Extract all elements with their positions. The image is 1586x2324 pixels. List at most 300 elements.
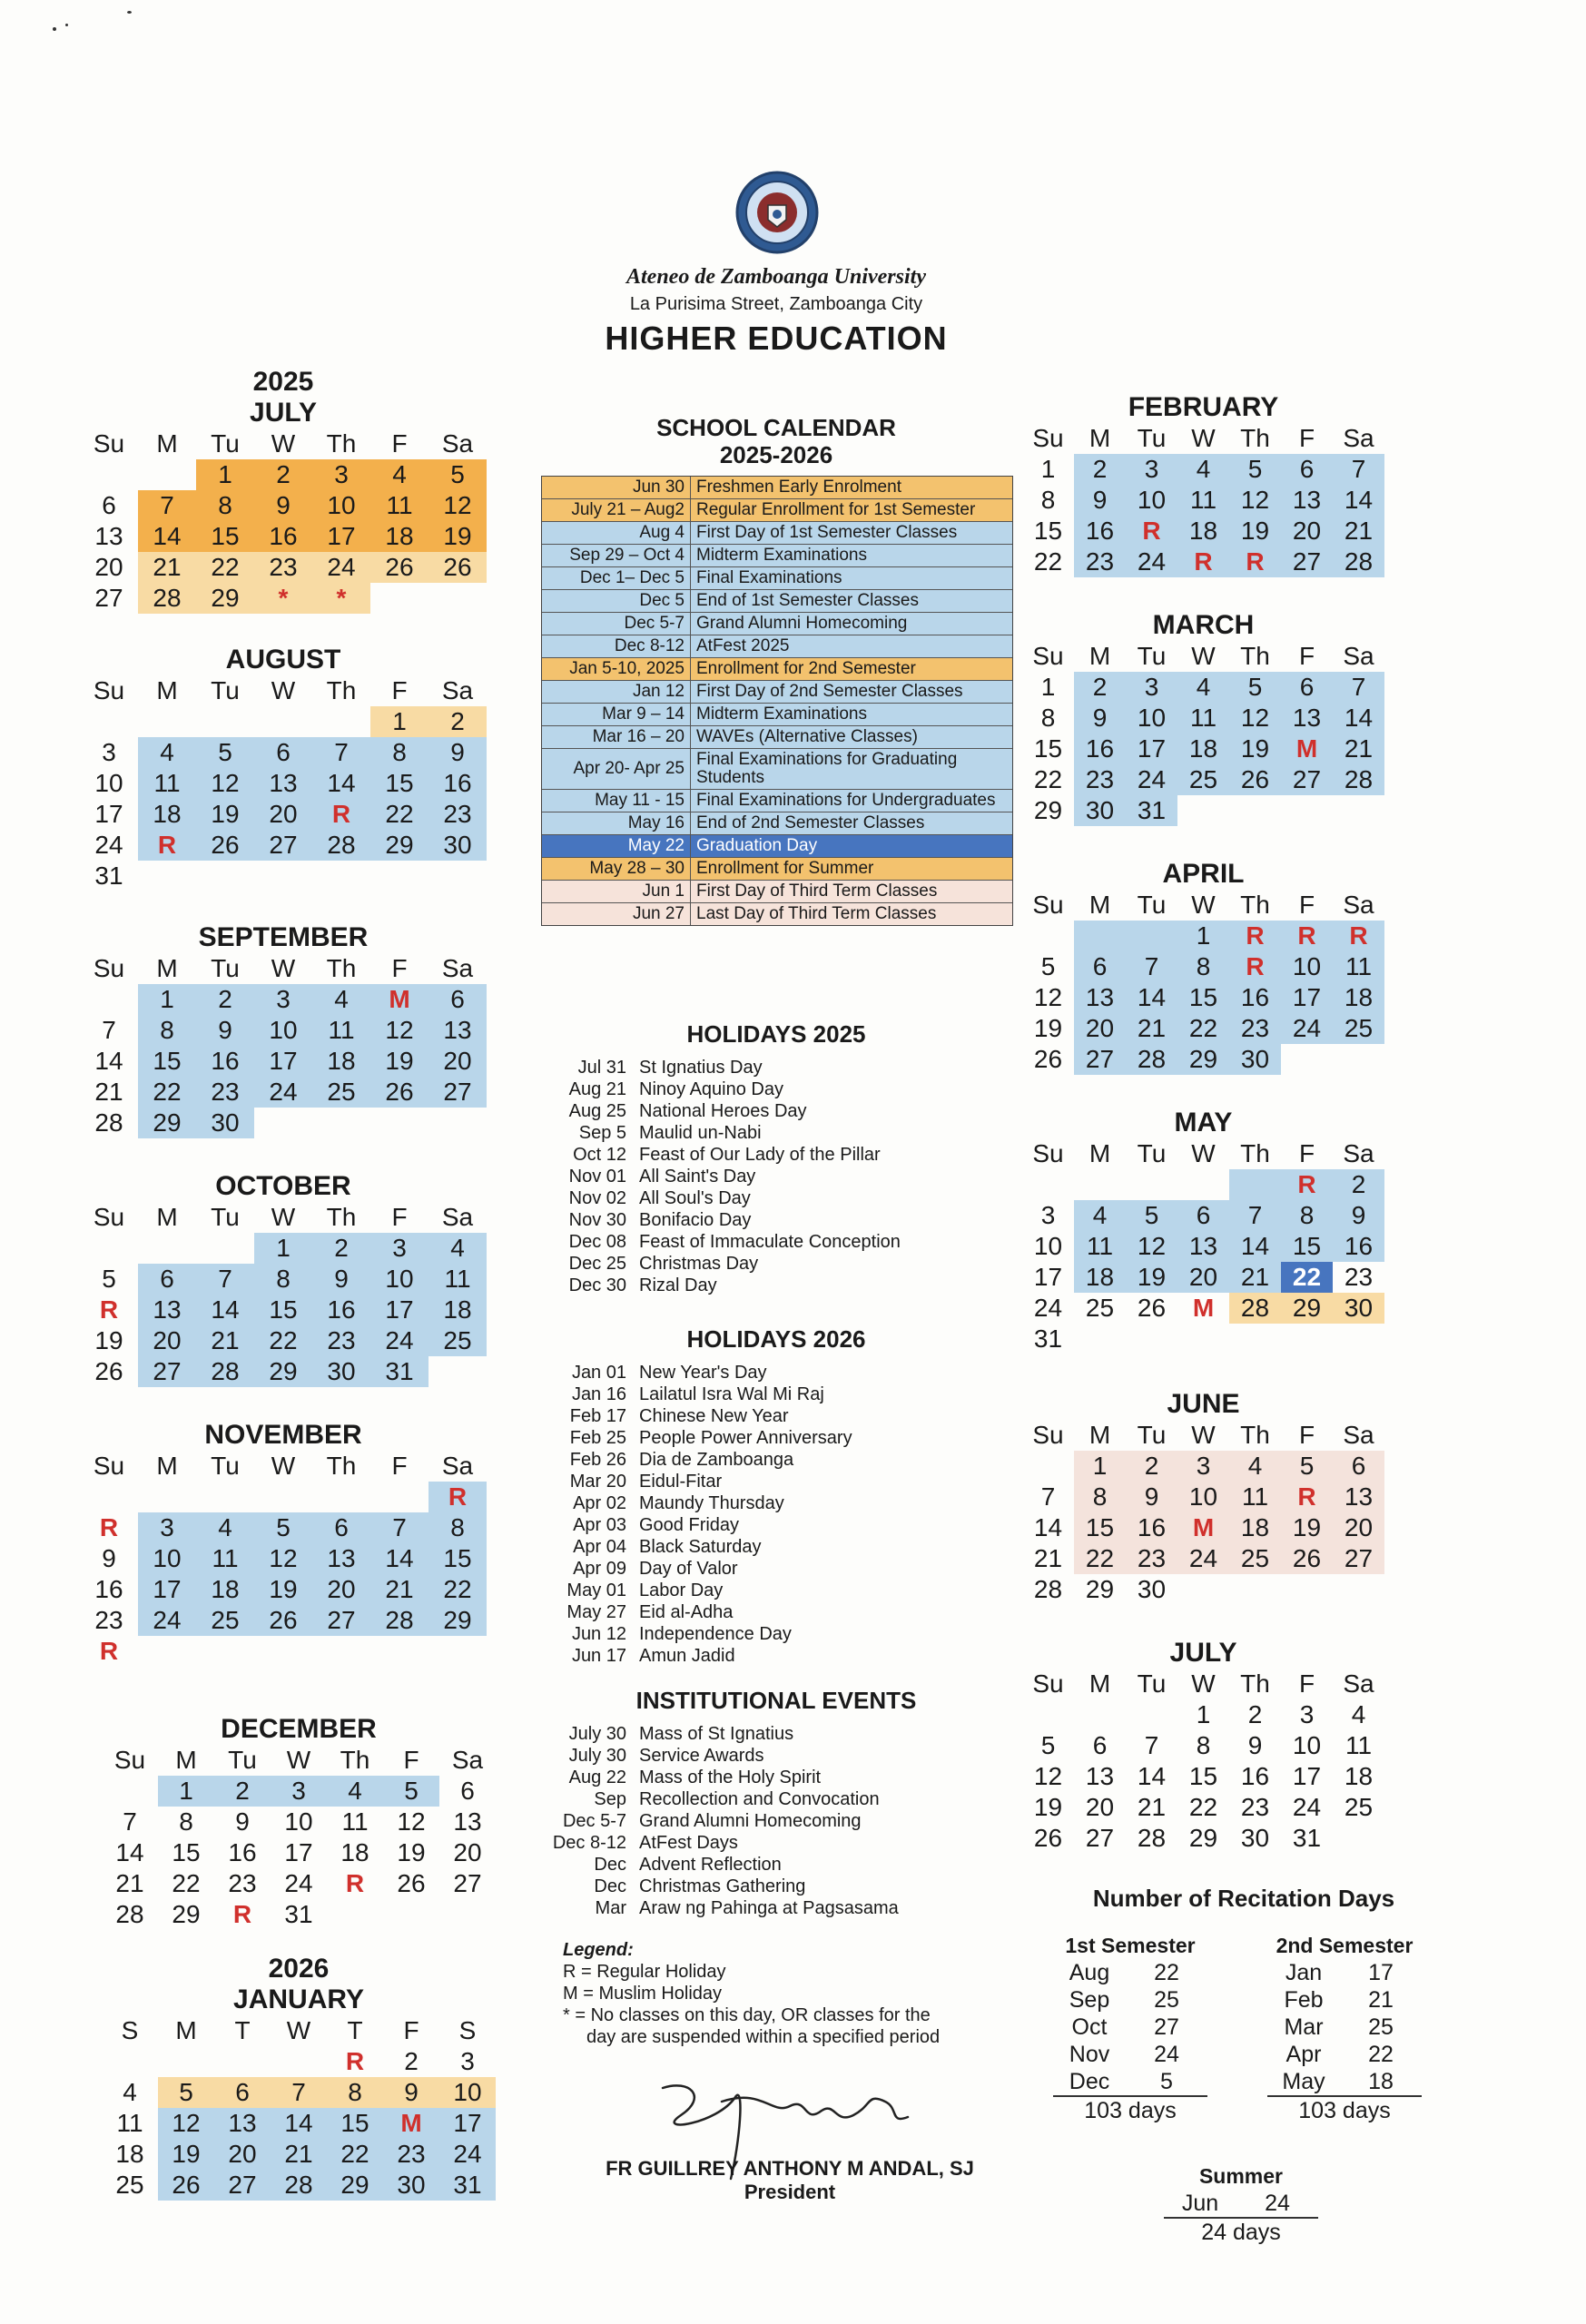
calendar-day: 23	[94, 1606, 123, 1634]
list-item	[554, 1253, 901, 1275]
recitation-count: 5	[1160, 2069, 1173, 2094]
calendar-day: 27	[429, 1077, 487, 1108]
list-item	[545, 1876, 899, 1897]
calendar-day: 26	[1033, 1045, 1063, 1073]
calendar-day: 9	[383, 2077, 439, 2108]
calendar-day: 5	[1229, 672, 1281, 703]
weekday-header: Su	[1032, 642, 1064, 670]
calendar-day: 11	[312, 1015, 370, 1046]
calendar-day: 24	[1177, 1543, 1229, 1574]
calendar-day: 29	[254, 1356, 312, 1387]
school-calendar-date: Dec 5	[542, 590, 691, 612]
calendar-day: 30	[1240, 1824, 1270, 1852]
list-item-name: Black Saturday	[639, 1537, 762, 1557]
list-item	[554, 1078, 901, 1100]
list-item	[554, 1471, 852, 1492]
calendar-day: 18	[340, 1838, 369, 1866]
calendar-day: 24	[284, 1869, 313, 1897]
scan-speck	[65, 24, 68, 26]
list-item	[554, 1601, 852, 1623]
calendar-day: 23	[1074, 764, 1126, 795]
calendar-day: 15	[327, 2108, 383, 2139]
calendar-day: 12	[397, 1807, 426, 1836]
calendar-day: 1	[1177, 921, 1229, 951]
calendar-day: 19	[397, 1838, 426, 1866]
list-item-name: Chinese New Year	[639, 1406, 789, 1426]
school-calendar-event: Midterm Examinations	[696, 704, 867, 724]
calendar-day: 7	[196, 1264, 254, 1295]
calendar-day: R	[1333, 921, 1384, 951]
calendar-day: 13	[1333, 1482, 1384, 1512]
list-item-date: Jul 31	[577, 1058, 626, 1078]
school-calendar-event: Midterm Examinations	[696, 546, 867, 565]
calendar-day: M	[383, 2108, 439, 2139]
school-calendar-date: May 28 – 30	[542, 858, 691, 880]
calendar-day: 7	[1126, 951, 1177, 982]
calendar-day: 29	[1033, 796, 1063, 824]
calendar-day: 6	[460, 1777, 475, 1805]
calendar-day: 4	[196, 1512, 254, 1543]
weekday-header: M	[1089, 1421, 1111, 1449]
calendar-day: 23	[1344, 1263, 1374, 1291]
calendar-day: R	[138, 830, 196, 861]
calendar-day: 1	[1040, 455, 1056, 483]
calendar-day: 14	[1126, 982, 1177, 1013]
calendar-day: 7	[1333, 454, 1384, 485]
calendar-day: 20	[1333, 1512, 1384, 1543]
calendar-day: 15	[138, 1046, 196, 1077]
school-calendar-date: Aug 4	[542, 522, 691, 544]
calendar-day: 16	[196, 1046, 254, 1077]
calendar-day: 4	[1177, 672, 1229, 703]
calendar-day: 24	[138, 1605, 196, 1636]
calendar-day: 3	[1126, 454, 1177, 485]
calendar-day: 20	[1281, 516, 1333, 547]
calendar-day: 20	[1177, 1262, 1229, 1293]
weekday-header: M	[156, 954, 178, 982]
weekday-header: Su	[1032, 891, 1064, 919]
calendar-day: 9	[1074, 703, 1126, 734]
list-item-name: AtFest Days	[639, 1833, 738, 1853]
calendar-day: R	[1229, 547, 1281, 577]
recitation-count: 17	[1368, 1960, 1394, 1985]
calendar-day: 28	[1126, 1044, 1177, 1075]
month-name: JULY	[1169, 1638, 1237, 1668]
weekday-header: Sa	[451, 1746, 484, 1774]
calendar-day: 19	[1126, 1262, 1177, 1293]
calendar-day: 25	[1085, 1294, 1115, 1322]
calendar-day: 2	[196, 984, 254, 1015]
calendar-day: 5	[1126, 1200, 1177, 1231]
calendar-day: 25	[429, 1325, 487, 1356]
list-item-date: Feb 17	[569, 1406, 626, 1426]
list-item-name: Christmas Day	[639, 1254, 759, 1274]
weekday-header: Sa	[1343, 891, 1374, 919]
calendar-day: 28	[370, 1605, 429, 1636]
calendar-day: 3	[1177, 1451, 1229, 1482]
calendar-day: 31	[1033, 1324, 1063, 1353]
list-item-name: Amun Jadid	[639, 1646, 735, 1666]
list-item	[554, 1492, 852, 1514]
calendar-day: 12	[254, 1543, 312, 1574]
weekday-header: Su	[93, 676, 125, 704]
school-calendar-date: May 22	[542, 835, 691, 857]
calendar-day: 4	[370, 459, 429, 490]
calendar-day: 6	[254, 737, 312, 768]
calendar-day: 29	[1281, 1293, 1333, 1324]
calendar-day: 26	[1281, 1543, 1333, 1574]
calendar-day: 17	[1292, 1762, 1322, 1790]
list-item-date: Sep	[594, 1789, 626, 1809]
calendar-day: 25	[115, 2171, 144, 2199]
calendar-day: 16	[1074, 516, 1126, 547]
calendar-day: R	[1229, 921, 1281, 951]
calendar-day: 10	[254, 1015, 312, 1046]
school-calendar-row	[542, 521, 1012, 544]
school-calendar-event: Freshmen Early Enrolment	[696, 478, 901, 497]
calendar-day: 18	[1344, 1762, 1374, 1790]
school-calendar-row	[542, 589, 1012, 612]
calendar-day: R	[232, 1900, 252, 1928]
calendar-day: 19	[1033, 1014, 1063, 1042]
list-item	[545, 1897, 899, 1919]
holidays-2025-list	[554, 1057, 901, 1296]
calendar-day: 6	[1074, 951, 1126, 982]
weekday-header: Th	[326, 1203, 357, 1231]
list-item-name: Grand Alumni Homecoming	[639, 1811, 862, 1831]
weekday-header: F	[391, 954, 408, 982]
calendar-day: 21	[94, 1078, 123, 1106]
recitation-count: 22	[1154, 1960, 1179, 1985]
calendar-day: 10	[284, 1807, 313, 1836]
calendar-day: 16	[312, 1295, 370, 1325]
calendar-day: 20	[429, 1046, 487, 1077]
calendar-day: 9	[312, 1264, 370, 1295]
calendar-day: 18	[429, 1295, 487, 1325]
calendar-day: 19	[370, 1046, 429, 1077]
weekday-header: Tu	[211, 1203, 240, 1231]
calendar-day: 24	[1033, 1294, 1063, 1322]
calendar-day: 14	[312, 768, 370, 799]
list-item	[554, 1209, 901, 1231]
calendar-day: 5	[429, 459, 487, 490]
weekday-header: M	[1089, 1139, 1111, 1167]
calendar-day: 20	[138, 1325, 196, 1356]
weekday-header: Tu	[1137, 891, 1167, 919]
calendar-day: 4	[429, 1233, 487, 1264]
school-calendar-date: Dec 5-7	[542, 613, 691, 635]
calendar-day: 16	[429, 768, 487, 799]
recitation-count: 18	[1368, 2069, 1394, 2094]
calendar-day: *	[312, 583, 370, 614]
recitation-month: Oct	[1071, 2014, 1108, 2040]
calendar-day: 27	[94, 584, 123, 612]
school-calendar-date: Apr 20- Apr 25	[542, 749, 691, 789]
calendar-day: 15	[1188, 1762, 1218, 1790]
school-calendar-date: Sep 29 – Oct 4	[542, 545, 691, 566]
calendar-day: R	[99, 1513, 119, 1541]
calendar-day: 21	[370, 1574, 429, 1605]
calendar-day: 18	[1229, 1512, 1281, 1543]
weekday-header: M	[1089, 424, 1111, 452]
calendar-day: 14	[1033, 1513, 1063, 1541]
calendar-day: 27	[1085, 1824, 1115, 1852]
calendar-day: 11	[429, 1264, 487, 1295]
calendar-day: 22	[138, 1077, 196, 1108]
calendar-day: 25	[1177, 764, 1229, 795]
list-item-date: Feb 25	[569, 1428, 626, 1448]
recitation-row	[1053, 2014, 1207, 2041]
calendar-day: 11	[138, 768, 196, 799]
calendar-day: 18	[312, 1046, 370, 1077]
calendar-day: 28	[1137, 1824, 1167, 1852]
calendar-day: 27	[214, 2170, 271, 2201]
weekday-header: F	[391, 676, 408, 704]
calendar-day: 4	[123, 2078, 137, 2106]
calendar-day: 2	[1074, 454, 1126, 485]
calendar-day: 23	[228, 1869, 257, 1897]
calendar-day: 6	[102, 491, 116, 519]
weekday-header: M	[175, 1746, 197, 1774]
list-item-name: Feast of Immaculate Conception	[639, 1232, 901, 1252]
calendar-day: 17	[138, 1574, 196, 1605]
calendar-day: 16	[1240, 1762, 1270, 1790]
calendar-day: R	[99, 1295, 119, 1324]
calendar-day: 30	[1074, 795, 1126, 826]
calendar-day: 3	[138, 1512, 196, 1543]
calendar-day: 17	[1126, 734, 1177, 764]
weekday-header: Th	[1240, 642, 1270, 670]
calendar-day: 17	[439, 2108, 496, 2139]
school-calendar-event: Regular Enrollment for 1st Semester	[696, 500, 976, 519]
weekday-header: M	[1089, 1669, 1111, 1698]
list-item	[554, 1427, 852, 1449]
list-item	[554, 1057, 901, 1078]
calendar-day: 29	[1177, 1044, 1229, 1075]
calendar-day: 26	[158, 2170, 214, 2201]
weekday-header: Th	[1240, 1139, 1270, 1167]
calendar-day: 13	[1177, 1231, 1229, 1262]
calendar-day: R	[429, 1482, 487, 1512]
calendar-day: 17	[284, 1838, 313, 1866]
list-item-date: Dec 08	[568, 1232, 626, 1252]
weekday-header: Sa	[1343, 642, 1374, 670]
school-calendar-event: Final Examinations	[696, 568, 842, 587]
calendar-day: 31	[1126, 795, 1177, 826]
signatory-title: President	[744, 2181, 836, 2203]
school-calendar-date: Dec 8-12	[542, 635, 691, 657]
list-item-name: Maulid un-Nabi	[639, 1123, 762, 1143]
school-calendar-row	[542, 612, 1012, 635]
calendar-day: 28	[94, 1108, 123, 1137]
signatory-name: FR GUILLREY ANTHONY M ANDAL, SJ	[606, 2157, 974, 2180]
school-calendar-date: Jan 12	[542, 681, 691, 703]
school-calendar-date: May 16	[542, 812, 691, 834]
calendar-day: 13	[254, 768, 312, 799]
calendar-day: 18	[196, 1574, 254, 1605]
calendar-day: 17	[312, 521, 370, 552]
list-item-date: Apr 03	[573, 1515, 626, 1535]
list-item-name: Lailatul Isra Wal Mi Raj	[639, 1384, 824, 1404]
list-item	[554, 1231, 901, 1253]
calendar-day: 7	[123, 1807, 137, 1836]
school-calendar-row	[542, 880, 1012, 902]
school-calendar-date: Jan 5-10, 2025	[542, 658, 691, 680]
calendar-day: 23	[312, 1325, 370, 1356]
university-address: La Purisima Street, Zamboanga City	[629, 294, 923, 314]
university-seal-icon	[734, 169, 821, 256]
month-name: MAY	[1174, 1108, 1233, 1137]
list-item	[554, 1536, 852, 1558]
calendar-day: 31	[94, 862, 123, 890]
school-calendar-event: Final Examinations for Undergraduates	[696, 791, 996, 810]
list-item-date: Apr 02	[573, 1493, 626, 1513]
calendar-day: 15	[254, 1295, 312, 1325]
calendar-day: 2	[1126, 1451, 1177, 1482]
calendar-day: 31	[284, 1900, 313, 1928]
weekday-header: W	[271, 1203, 296, 1231]
school-calendar-date: May 11 - 15	[542, 790, 691, 812]
calendar-day: 25	[1344, 1793, 1374, 1821]
school-calendar-event: End of 1st Semester Classes	[696, 591, 919, 610]
calendar-day: 27	[1333, 1543, 1384, 1574]
calendar-day: 29	[1085, 1575, 1115, 1603]
school-calendar-event: AtFest 2025	[696, 636, 790, 655]
calendar-day: 12	[1033, 983, 1063, 1011]
calendar-day: 8	[179, 1807, 193, 1836]
legend-line: day are suspended within a specified period	[586, 2027, 941, 2047]
calendar-day: 13	[1085, 1762, 1115, 1790]
calendar-day: R	[345, 1869, 365, 1897]
list-item	[545, 1767, 899, 1788]
weekday-header: Su	[1032, 1139, 1064, 1167]
list-item	[554, 1405, 852, 1427]
weekday-header: M	[156, 1452, 178, 1480]
calendar-day: 7	[1333, 672, 1384, 703]
calendar-day: M	[1281, 734, 1333, 764]
list-item-name: Feast of Our Lady of the Pillar	[639, 1145, 881, 1165]
school-calendar-heading: SCHOOL CALENDAR	[656, 414, 896, 441]
calendar-day: 22	[327, 2139, 383, 2170]
calendar-day: M	[370, 984, 429, 1015]
calendar-day: 13	[138, 1295, 196, 1325]
calendar-day: 21	[115, 1869, 144, 1897]
calendar-day: 27	[312, 1605, 370, 1636]
weekday-header: Th	[1240, 424, 1270, 452]
weekday-header: M	[1089, 891, 1111, 919]
calendar-day: 27	[1074, 1044, 1126, 1075]
weekday-header: W	[271, 1452, 296, 1480]
month-name: APRIL	[1162, 859, 1245, 889]
list-item	[554, 1514, 852, 1536]
weekday-header: F	[1298, 1669, 1315, 1698]
recitation-row	[1053, 2068, 1207, 2095]
recitation-month: Dec	[1069, 2069, 1110, 2094]
school-calendar-row	[542, 680, 1012, 703]
calendar-day: 15	[1074, 1512, 1126, 1543]
calendar-day: 28	[138, 583, 196, 614]
calendar-day: 5	[102, 1265, 116, 1293]
calendar-day: 9	[102, 1544, 116, 1572]
calendar-day: 4	[1074, 1200, 1126, 1231]
list-item	[554, 1384, 852, 1405]
calendar-day: 2	[404, 2047, 419, 2075]
calendar-day: 19	[429, 521, 487, 552]
school-calendar-event: Grand Alumni Homecoming	[696, 614, 908, 633]
calendar-day: 22	[1033, 765, 1063, 793]
weekday-header: Tu	[211, 429, 240, 458]
list-item-name: Recollection and Convocation	[639, 1789, 880, 1809]
list-item	[554, 1166, 901, 1187]
list-item-name: Dia de Zamboanga	[639, 1450, 794, 1470]
calendar-day: 11	[370, 490, 429, 521]
weekday-header: W	[1191, 891, 1216, 919]
calendar-day: 11	[1177, 485, 1229, 516]
month-name: OCTOBER	[215, 1171, 351, 1201]
calendar-day: 6	[1281, 454, 1333, 485]
calendar-day: 1	[254, 1233, 312, 1264]
weekday-header: Su	[93, 429, 125, 458]
calendar-day	[1229, 1169, 1281, 1200]
weekday-header: F	[1298, 891, 1315, 919]
calendar-day: 21	[1229, 1262, 1281, 1293]
scan-speck	[53, 27, 56, 31]
calendar-day: 8	[1281, 1200, 1333, 1231]
calendar-day: 19	[158, 2139, 214, 2170]
division-title: HIGHER EDUCATION	[605, 320, 948, 357]
list-item	[545, 1854, 899, 1876]
recitation-total: 24 days	[1164, 2217, 1318, 2246]
calendar-year: 2025	[252, 367, 314, 397]
list-item-date: Aug 22	[568, 1768, 626, 1787]
school-calendar-row	[542, 834, 1012, 857]
list-item-date: May 27	[566, 1602, 626, 1622]
list-item-date: July 30	[568, 1746, 626, 1766]
calendar-day: 15	[196, 521, 254, 552]
calendar-day: 10	[312, 490, 370, 521]
recitation-summer	[1164, 2162, 1318, 2246]
recitation-row	[1267, 2068, 1422, 2095]
legend-line: * = No classes on this day, OR classes for the	[563, 2005, 931, 2025]
list-item-name: People Power Anniversary	[639, 1428, 852, 1448]
recitation-month: Nov	[1069, 2042, 1110, 2067]
calendar-day: 20	[254, 799, 312, 830]
weekday-header: Th	[340, 1746, 370, 1774]
list-item-date: Dec 5-7	[562, 1811, 626, 1831]
recitation-total: 103 days	[1053, 2095, 1207, 2124]
calendar-day: 27	[1281, 547, 1333, 577]
calendar-day: 29	[327, 2170, 383, 2201]
calendar-day: 18	[1074, 1262, 1126, 1293]
calendar-day: 10	[1281, 951, 1333, 982]
calendar-day: 6	[1092, 1731, 1108, 1759]
calendar-day: 1	[1196, 1700, 1211, 1728]
weekday-header: T	[347, 2016, 363, 2044]
weekday-header: Su	[93, 1203, 125, 1231]
recitation-total: 103 days	[1267, 2095, 1422, 2124]
calendar-day: 18	[1177, 516, 1229, 547]
calendar-day: 26	[94, 1357, 123, 1385]
calendar-day: 6	[1333, 1451, 1384, 1482]
list-item	[545, 1788, 899, 1810]
calendar-day: 4	[1229, 1451, 1281, 1482]
calendar-day: 29	[429, 1605, 487, 1636]
weekday-header: W	[1191, 642, 1216, 670]
recitation-month: Jan	[1285, 1960, 1323, 1985]
calendar-day: 24	[439, 2139, 496, 2170]
recitation-1st-semester	[1053, 1932, 1207, 2124]
weekday-header: Th	[1240, 891, 1270, 919]
